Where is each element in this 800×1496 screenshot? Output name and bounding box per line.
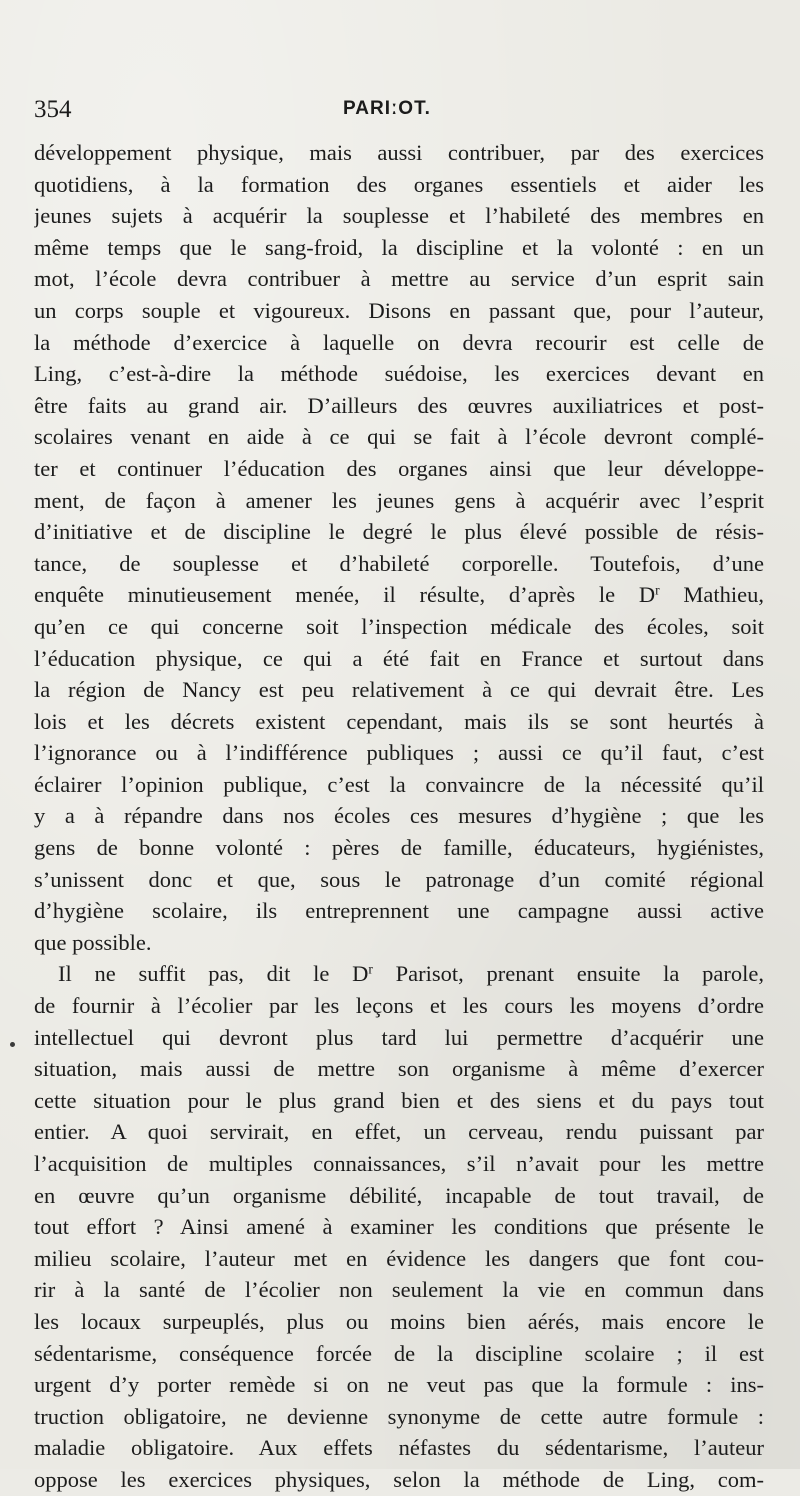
running-head: PARIːOT.	[343, 98, 431, 119]
text-line: maladie obligatoire. Aux effets néfastes du sédentarisme, l’auteur	[34, 1435, 764, 1461]
text-line: enquête minutieusement menée, il résulte, d’après le $D^r$ Mathieu,	[34, 582, 764, 608]
text-line: de fournir à l’écolier par les leçons et les cours les moyens d’ordre	[34, 993, 764, 1019]
text-line: cette situation pour le plus grand bien et des siens et du pays tout	[34, 1087, 764, 1113]
text-line: la région de Nancy est peu relativement à ce qui devrait être. Les	[34, 677, 764, 703]
text-line: oppose les exercices physiques, selon la méthode de Ling, com-	[34, 1466, 764, 1492]
text-line: scolaires venant en aide à ce qui se fait à l’école devront complé-	[34, 424, 764, 450]
text-line: l’éducation physique, ce qui a été fait en France et surtout dans	[34, 645, 764, 671]
text-line: rir à la santé de l’écolier non seulement la vie en commun dans	[34, 1277, 764, 1303]
text-line: quotidiens, à la formation des organes essentiels et aider les	[34, 171, 764, 197]
text-line: que possible.	[34, 929, 152, 955]
text-line: s’unissent donc et que, sous le patronage d’un comité régional	[34, 866, 764, 892]
text-line: développement physique, mais aussi contribuer, par des exercices	[34, 140, 764, 165]
text-line: Ling, c’est-à-dire la méthode suédoise, les exercices devant en	[34, 361, 764, 387]
margin-mark	[10, 1042, 15, 1047]
text-line: intellectuel qui devront plus tard lui permettre d’acquérir une	[34, 1024, 764, 1050]
text-line: même temps que le sang-froid, la discipline et la volonté : en un	[34, 234, 764, 260]
text-line: en œuvre qu’un organisme débilité, incapable de tout travail, de	[34, 1182, 764, 1208]
text-line: jeunes sujets à acquérir la souplesse et l’habileté des membres en	[34, 203, 764, 229]
text-line: mot, l’école devra contribuer à mettre au service d’un esprit sain	[34, 266, 764, 292]
text-line: d’hygiène scolaire, ils entreprennent une campagne aussi active	[34, 898, 764, 924]
text-line: Il ne suffit pas, dit le $D^r$ Parisot, prenant ensuite la parole,	[58, 961, 764, 987]
page-number: 354	[34, 96, 72, 123]
text-line: tance, de souplesse et d’habileté corporelle. Toutefois, d’une	[34, 550, 764, 576]
text-line: gens de bonne volonté : pères de famille, éducateurs, hygiénistes,	[34, 835, 764, 861]
body-text	[34, 137, 764, 1496]
text-line: y a à répandre dans nos écoles ces mesures d’hygiène ; que les	[34, 803, 764, 829]
text-line: la méthode d’exercice à laquelle on devra recourir est celle de	[34, 329, 764, 355]
text-line: qu’en ce qui concerne soit l’inspection médicale des écoles, soit	[34, 613, 764, 639]
text-line: être faits au grand air. D’ailleurs des œuvres auxiliatrices et post-	[34, 392, 764, 418]
text-line: l’acquisition de multiples connaissances, s’il n’avait pour les mettre	[34, 1151, 764, 1176]
text-line: tout effort ? Ainsi amené à examiner les conditions que présente le	[34, 1214, 764, 1240]
text-line: éclairer l’opinion publique, c’est la convaincre de la nécessité qu’il	[34, 771, 764, 797]
text-line: les locaux surpeuplés, plus ou moins bien aérés, mais encore le	[34, 1308, 764, 1334]
page-header	[34, 96, 764, 130]
text-line: milieu scolaire, l’auteur met en évidence les dangers que font cou-	[34, 1245, 764, 1271]
text-line: d’initiative et de discipline le degré le plus élevé possible de résis-	[34, 519, 764, 545]
text-line: situation, mais aussi de mettre son organisme à même d’exercer	[34, 1056, 764, 1082]
text-line: l’ignorance ou à l’indifférence publiques ; aussi ce qu’il faut, c’est	[34, 740, 764, 766]
text-line: ter et continuer l’éducation des organes ainsi que leur développe-	[34, 455, 764, 481]
text-line: urgent d’y porter remède si on ne veut pas que la formule : ins-	[34, 1372, 764, 1398]
text-line: sédentarisme, conséquence forcée de la discipline scolaire ; il est	[34, 1340, 764, 1366]
text-line: truction obligatoire, ne devienne synonyme de cette autre formule :	[34, 1403, 764, 1429]
text-line: ment, de façon à amener les jeunes gens à acquérir avec l’esprit	[34, 487, 764, 513]
text-line: entier. A quoi servirait, en effet, un cerveau, rendu puissant par	[34, 1119, 764, 1145]
text-line: lois et les décrets existent cependant, mais ils se sont heurtés à	[34, 708, 764, 734]
text-line: un corps souple et vigoureux. Disons en passant que, pour l’auteur,	[34, 297, 764, 323]
